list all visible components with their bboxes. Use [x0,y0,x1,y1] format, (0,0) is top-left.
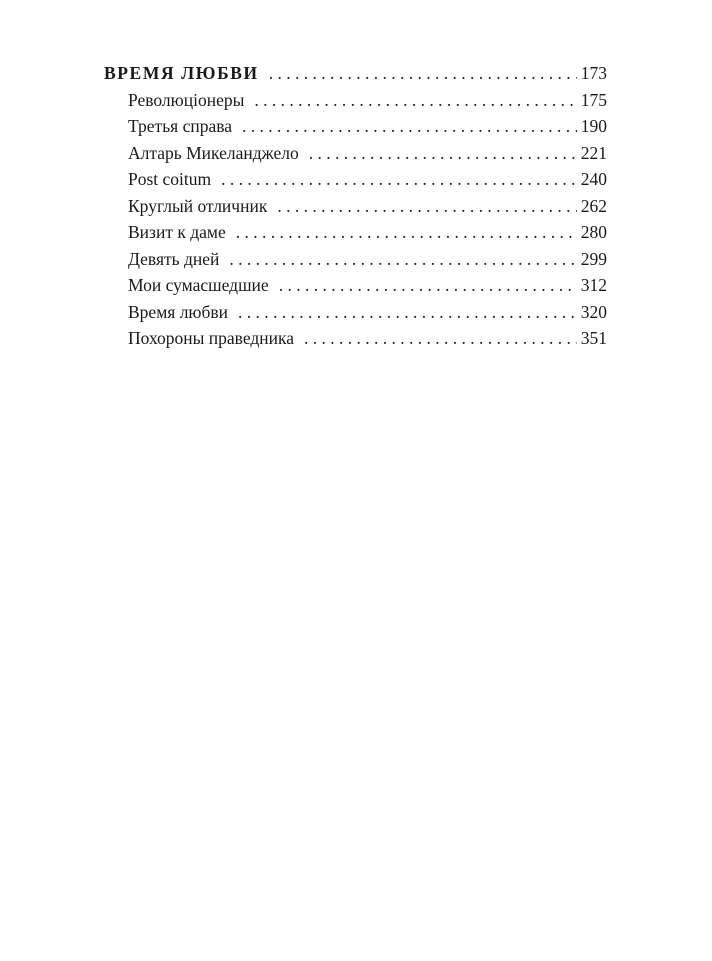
toc-page-number: 173 [580,63,607,83]
toc-page-number: 299 [580,248,607,269]
toc-page-number: 262 [580,195,607,216]
toc-entry-title: Круглый отличник [128,195,268,216]
dot-leader [309,140,577,167]
toc-entry[interactable] [104,325,607,352]
toc-entry[interactable] [104,140,607,167]
toc-page-number: 280 [580,222,607,242]
toc-entry-title: Алтарь Микеланджело [128,142,299,163]
toc-entry[interactable] [104,166,607,193]
dot-leader [304,325,577,352]
toc-entry[interactable] [104,246,607,273]
dot-leader [229,246,576,273]
toc-entry-title: Мои сумасшедшие [128,275,269,295]
toc-section-title: ВРЕМЯ ЛЮБВИ [104,63,259,83]
toc-entry[interactable] [104,219,607,246]
toc-entry[interactable] [104,87,607,114]
dot-leader [279,272,577,299]
toc-page-number: 175 [580,89,607,110]
toc-entry[interactable] [104,299,607,326]
toc-page-number: 312 [580,275,607,295]
table-of-contents [104,60,607,352]
toc-entry-title: Похороны праведника [128,328,295,348]
toc-page-number: 351 [580,328,607,348]
toc-entry[interactable] [104,193,607,220]
toc-entry-title: Девять дней [128,248,220,269]
dot-leader [242,113,577,140]
toc-entry-title: Революціонеры [128,89,245,110]
toc-entry[interactable] [104,272,607,299]
toc-page-number: 221 [580,142,607,163]
dot-leader [236,219,577,246]
toc-entry-title: Третья справа [128,116,233,136]
toc-page-number: 320 [580,301,607,322]
toc-section-row[interactable] [104,60,607,87]
toc-entry-title: Визит к даме [128,222,226,242]
toc-entry-title: Время любви [128,301,229,322]
toc-entry-title: Post coitum [128,169,212,189]
toc-page-number: 240 [580,169,607,189]
dot-leader [269,60,577,87]
dot-leader [254,87,576,114]
dot-leader [238,299,577,326]
dot-leader [277,193,576,220]
toc-entry[interactable] [104,113,607,140]
toc-page-number: 190 [580,116,607,136]
dot-leader [221,166,577,193]
